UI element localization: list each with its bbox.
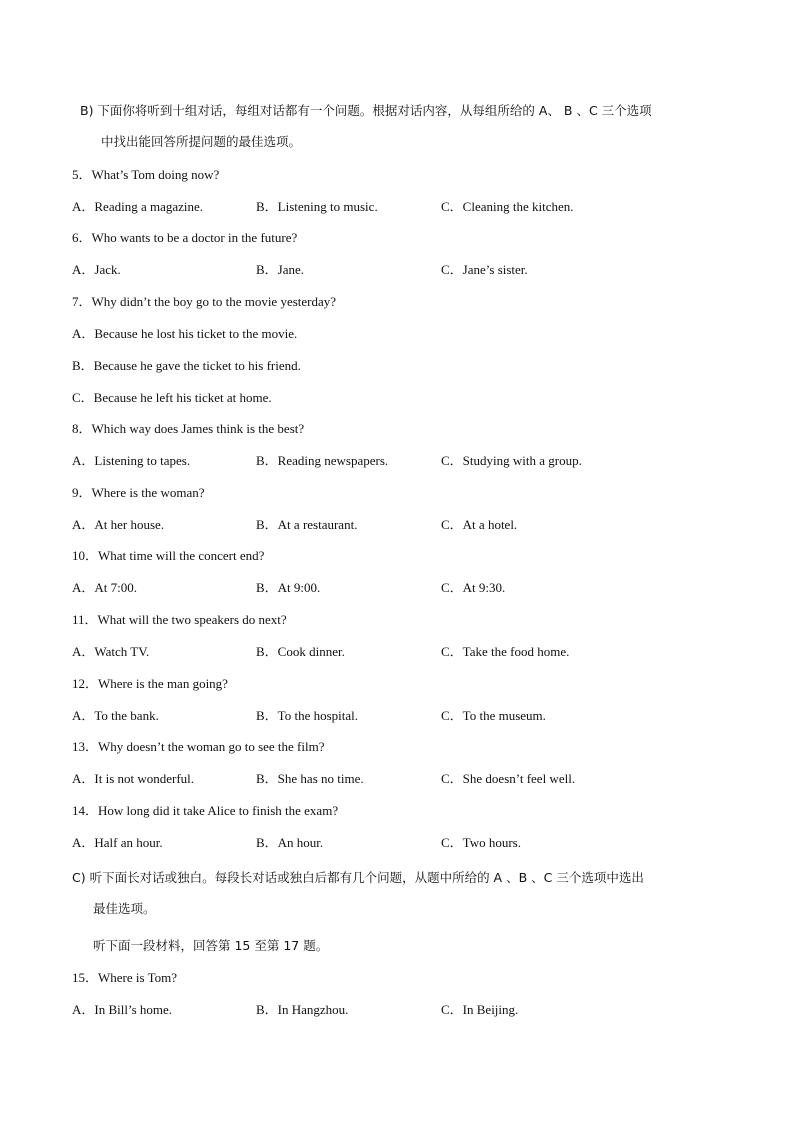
q9-option-b: B．At a restaurant. — [256, 517, 358, 532]
q15-option-c: C．In Beijing. — [441, 1002, 519, 1017]
question-14: 14．How long did it take Alice to finish the exam? — [72, 803, 339, 818]
q11-option-c: C．Take the food home. — [441, 644, 570, 659]
q5-option-a: A．Reading a magazine. — [72, 199, 204, 214]
question-13: 13．Why doesn’t the woman go to see the film? — [72, 739, 325, 754]
q9-option-a: A．At her house. — [72, 517, 165, 532]
section-b-instruction: B) 下面你将听到十组对话，每组对话都有一个问题。根据对话内容，从每组所给的 A、 B 、C 三个选项 — [80, 103, 652, 118]
q12-option-c: C．To the museum. — [441, 708, 546, 723]
question-15: 15．Where is Tom? — [72, 970, 177, 985]
q13-option-c: C．She doesn’t feel well. — [441, 771, 576, 786]
q11-option-a: A．Watch TV. — [72, 644, 150, 659]
q13-option-a: A．It is not wonderful. — [72, 771, 195, 786]
q8-option-c: C．Studying with a group. — [441, 453, 582, 468]
q6-option-c: C．Jane’s sister. — [441, 262, 528, 277]
q10-option-b: B．At 9:00. — [256, 580, 321, 595]
q14-option-b: B．An hour. — [256, 835, 324, 850]
q10-option-a: A．At 7:00. — [72, 580, 138, 595]
question-5: 5．What’s Tom doing now? — [72, 167, 220, 182]
q5-option-c: C．Cleaning the kitchen. — [441, 199, 574, 214]
q7-option-c: C．Because he left his ticket at home. — [72, 390, 272, 405]
q15-option-b: B．In Hangzhou. — [256, 1002, 349, 1017]
question-6: 6．Who wants to be a doctor in the future? — [72, 230, 298, 245]
question-10: 10．What time will the concert end? — [72, 548, 265, 563]
q11-option-b: B．Cook dinner. — [256, 644, 345, 659]
section-c-material-note: 听下面一段材料，回答第 15 至第 17 题。 — [93, 938, 329, 953]
q13-option-b: B．She has no time. — [256, 771, 364, 786]
question-7: 7．Why didn’t the boy go to the movie yesterday? — [72, 294, 337, 309]
q14-option-c: C．Two hours. — [441, 835, 521, 850]
q6-option-a: A．Jack. — [72, 262, 121, 277]
section-c-instruction: C) 听下面长对话或独白。每段长对话或独白后都有几个问题，从题中所给的 A 、B 、C 三个选项中选出 — [72, 870, 644, 885]
q8-option-b: B．Reading newspapers. — [256, 453, 389, 468]
section-c-instruction-cont: 最佳选项。 — [93, 901, 156, 916]
section-b-instruction-cont: 中找出能回答所提问题的最佳选项。 — [101, 134, 302, 149]
q7-option-b: B．Because he gave the ticket to his friend. — [72, 358, 301, 373]
q15-option-a: A．In Bill’s home. — [72, 1002, 173, 1017]
question-9: 9．Where is the woman? — [72, 485, 205, 500]
q7-option-a: A．Because he lost his ticket to the movie. — [72, 326, 298, 341]
q14-option-a: A．Half an hour. — [72, 835, 163, 850]
q9-option-c: C．At a hotel. — [441, 517, 518, 532]
q8-option-a: A．Listening to tapes. — [72, 453, 191, 468]
question-8: 8．Which way does James think is the best? — [72, 421, 305, 436]
q5-option-b: B．Listening to music. — [256, 199, 378, 214]
question-11: 11．What will the two speakers do next? — [72, 612, 287, 627]
q6-option-b: B．Jane. — [256, 262, 305, 277]
question-12: 12．Where is the man going? — [72, 676, 228, 691]
q12-option-b: B．To the hospital. — [256, 708, 359, 723]
q10-option-c: C．At 9:30. — [441, 580, 506, 595]
q12-option-a: A．To the bank. — [72, 708, 159, 723]
